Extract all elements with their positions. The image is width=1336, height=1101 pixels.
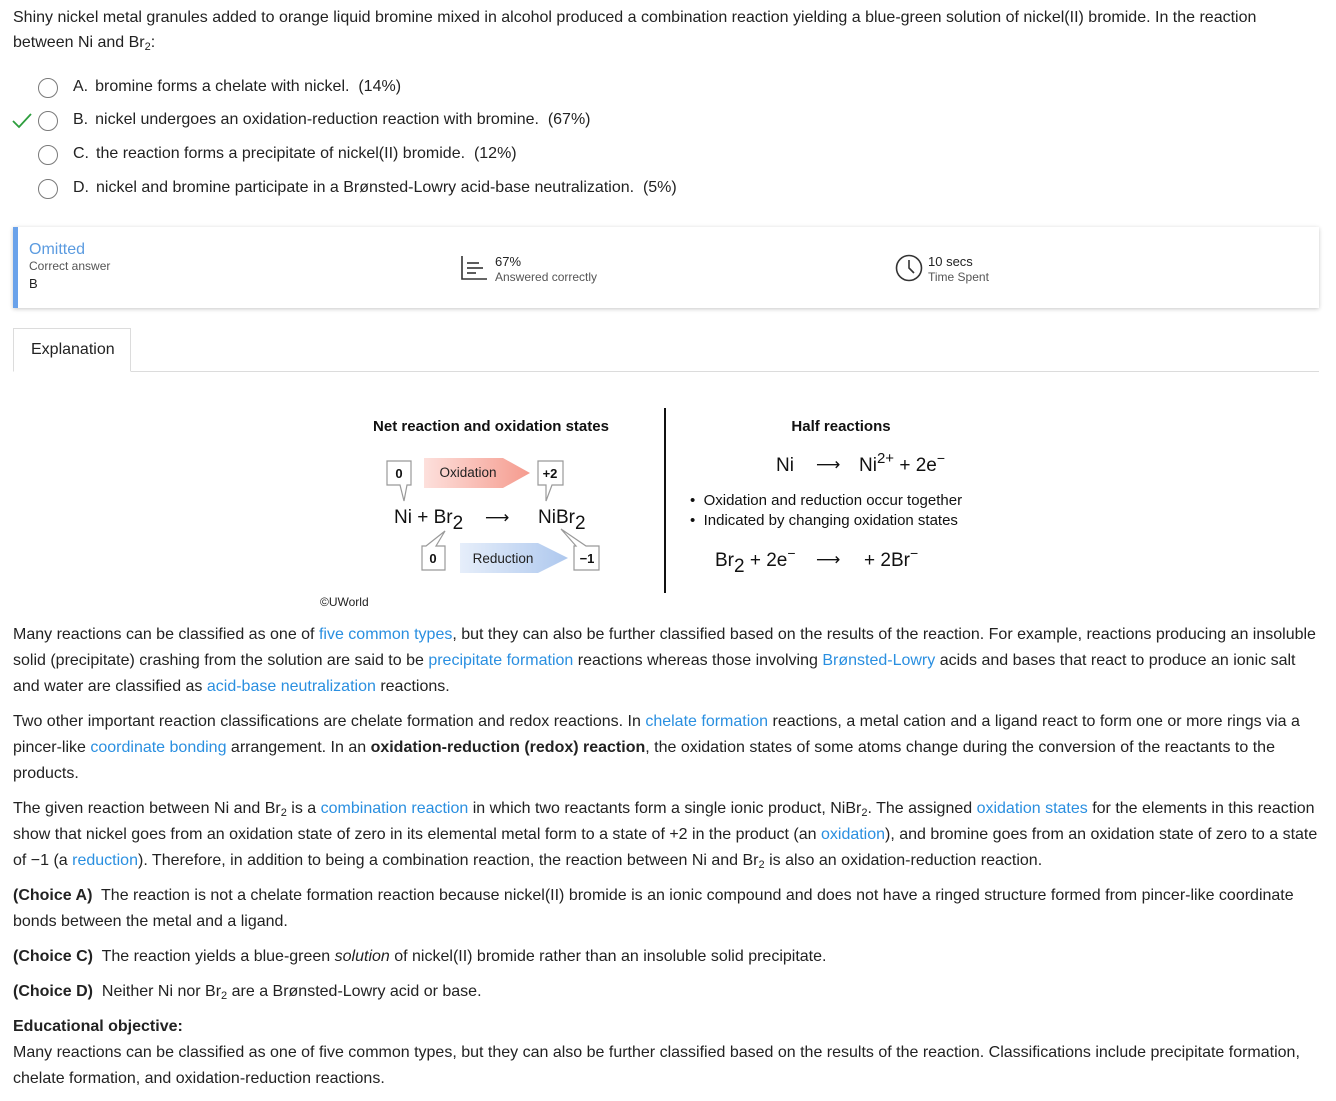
clock-icon	[895, 254, 925, 284]
choice-c[interactable]	[0, 139, 900, 173]
half2-product: + 2Br−	[864, 545, 919, 571]
half1-product: $Ni^{2+} + 2e^-$	[859, 450, 946, 476]
link-coordinate-bonding[interactable]: coordinate bonding	[90, 739, 227, 756]
stem-text-end: :	[150, 34, 156, 51]
choice-a-percent: (14%)	[358, 78, 402, 95]
ox-state-br: 0	[429, 551, 437, 566]
choice-b[interactable]	[0, 105, 900, 139]
link-combination-reaction[interactable]: combination reaction	[320, 800, 469, 817]
answer-stats-panel	[13, 227, 1319, 308]
choice-b-percent: (67%)	[547, 111, 591, 128]
choice-a[interactable]	[0, 72, 900, 106]
right-title: Half reactions	[791, 418, 891, 435]
question-stem	[13, 5, 1313, 55]
copyright: ©UWorld	[320, 595, 369, 609]
choice-c-text: the reaction forms a precipitate of nickel(II) bromide.	[96, 145, 466, 162]
status-block	[29, 241, 110, 291]
choice-a-letter: A.	[73, 78, 89, 95]
net-equation-reactants: Ni + Br2	[394, 507, 464, 534]
redox-diagram	[300, 395, 1040, 615]
ox-state-box-br	[422, 531, 445, 570]
ox-state-box-ni2	[538, 461, 563, 501]
link-bronsted-lowry[interactable]: Brønsted-Lowry	[822, 652, 936, 669]
status-omitted: Omitted	[29, 241, 86, 258]
net-equation-arrow: ⟶	[485, 508, 510, 528]
half-reaction-oxidation: Ni	[776, 455, 794, 476]
explanation-body	[13, 622, 1323, 1092]
choice-b-text: nickel undergoes an oxidation-reduction reaction with bromine.	[95, 111, 539, 128]
redox-figure	[300, 395, 1040, 615]
ox-state-ni: 0	[395, 466, 403, 481]
choice-a-explanation: (Choice A) The reaction is not a chelate formation reaction because nickel(II) bromide is an ionic compound and does not have a ringed structure formed from pincer-like coordinate bonds between the metal and a ligand.	[13, 887, 1294, 930]
time-label: Time Spent	[928, 270, 989, 284]
choice-d-text: nickel and bromine participate in a Brønsted-Lowry acid-base neutralization.	[96, 179, 635, 196]
radio-d[interactable]	[38, 179, 58, 199]
objective-text: Many reactions can be classified as one of five common types, but they can also be further classified based on the results of the reaction. Classifications include precipitate formation, chelate formation, and oxidation-reduction reactions.	[13, 1044, 1300, 1087]
half2-arrow: ⟶	[816, 550, 841, 570]
ox-state-br2: −1	[579, 551, 595, 566]
link-reduction[interactable]: reduction	[72, 852, 138, 869]
choice-d-explanation: (Choice D) Neither Ni nor $Br_2$ are a Brønsted-Lowry acid or base.	[13, 983, 482, 1002]
explanation-paragraph-1: Many reactions can be classified as one of five common types, but they can also be further classified based on the results of the reaction. For example, reactions producing an insoluble solid (precipitate) crashing from the solution are said to be precipitate formation reactions whereas those involving Brønsted-Lowry acids and bases that react to produce an ionic salt and water are classified as acid-base neutralization reactions.	[13, 626, 1316, 695]
ox-state-ni2: +2	[542, 466, 558, 481]
link-chelate-formation[interactable]: chelate formation	[645, 713, 769, 730]
percent-label: Answered correctly	[495, 270, 598, 284]
explanation-paragraph-2: Two other important reaction classifications are chelate formation and redox reactions. In chelate formation reactions, a metal cation and a ligand react to form one or more rings via a pincer-like coordinate bonding arrangement. In an oxidation-reduction (redox) reaction, the oxidation states of some atoms change during the conversion of the reactants to the products.	[13, 713, 1300, 782]
half1-arrow: ⟶	[816, 455, 841, 475]
objective-title: Educational objective:	[13, 1018, 183, 1035]
reduction-label: Reduction	[472, 551, 534, 566]
net-equation-product: NiBr2	[538, 507, 586, 534]
stem-subscript: 2	[144, 41, 151, 53]
explanation-tabbar	[13, 328, 1319, 372]
link-five-common-types[interactable]: five common types	[318, 626, 453, 643]
bullet-1: • Oxidation and reduction occur together	[690, 492, 963, 509]
time-value: 10 secs	[928, 254, 973, 269]
link-oxidation-states[interactable]: oxidation states	[976, 800, 1088, 817]
link-oxidation[interactable]: oxidation	[820, 826, 886, 843]
choice-c-explanation: (Choice C) The reaction yields a blue-green solution of nickel(II) bromide rather than an insoluble solid precipitate.	[13, 948, 827, 965]
choice-a-text: bromine forms a chelate with nickel.	[95, 78, 350, 95]
choice-d-percent: (5%)	[642, 179, 677, 196]
choice-d[interactable]	[0, 173, 900, 207]
oxidation-label: Oxidation	[439, 465, 497, 480]
half-reaction-reduction: Br2 + 2e−	[715, 545, 796, 577]
choice-b-letter: B.	[73, 111, 89, 128]
correct-answer-label: Correct answer	[29, 259, 111, 273]
bullet-2: • Indicated by changing oxidation states	[690, 512, 958, 529]
choice-c-percent: (12%)	[473, 145, 517, 162]
stem-text: Shiny nickel metal granules added to orange liquid bromine mixed in alcohol produced a combination reaction yielding a blue-green solution of nickel(II) bromide. In the reaction between Ni and Br	[13, 9, 1257, 51]
bar-chart-icon	[459, 254, 489, 282]
link-acid-base-neutralization[interactable]: acid-base neutralization	[206, 678, 376, 695]
choice-d-letter: D.	[73, 179, 89, 196]
radio-a[interactable]	[38, 78, 58, 98]
percent-value: 67%	[495, 254, 522, 269]
radio-c[interactable]	[38, 145, 58, 165]
link-precipitate-formation[interactable]: precipitate formation	[428, 652, 574, 669]
choice-c-letter: C.	[73, 145, 89, 162]
tab-explanation[interactable]: Explanation	[13, 328, 131, 372]
ox-state-box-ni	[387, 461, 411, 501]
left-title: Net reaction and oxidation states	[373, 418, 609, 435]
ox-state-box-br2	[561, 529, 599, 570]
radio-b[interactable]	[38, 111, 58, 131]
explanation-paragraph-3: The given reaction between Ni and $Br_2$ is a combination reaction in which two reactants form a single ionic product, NiBr$_2$. The assigned oxidation states for the elements in this reaction show that nickel goes from an oxidation state of zero in its elemental metal form to a state of +2 in the product (an oxidation), and bromine goes from an oxidation state of zero to a state of −1 (a reduction). Therefore, in addition to being a combination reaction, the reaction between Ni and $Br_2$ is also an oxidation-reduction reaction.	[13, 800, 1318, 871]
correct-answer-value: B	[29, 276, 38, 291]
correct-check-icon	[11, 112, 33, 130]
